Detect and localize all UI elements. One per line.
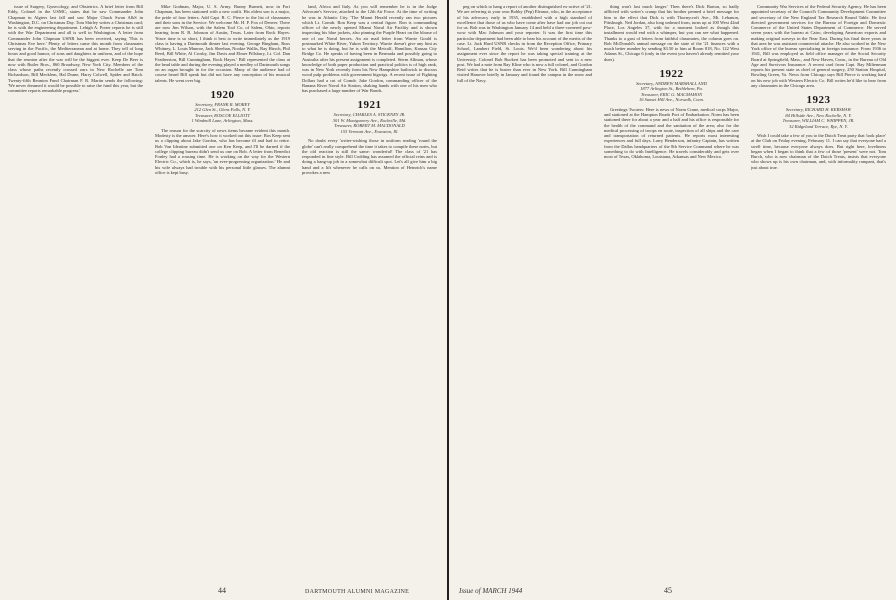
treasurer-line: Treasurer, ROSCOE ELLIOTT [194, 112, 251, 118]
left-column-1 [8, 4, 143, 584]
treasurer-line: Treasurer, ROBERT M. MACDONALD [334, 123, 405, 129]
treasurer-line: Treasurer, WILLIAM C. WHIPPEN, JR. [782, 118, 855, 123]
secretary-line: Secretary, CHARLES A. STICKNEY JR. [333, 112, 406, 118]
column-text: Greetings Twoters: Here is news of Norm Crane, medical corps Major, and stationed at the Hampton Roads Port of Embarkation. Norm has been stationed there for about a year and a half and his office is responsible for the health of the command and the sanitation of the area; also for the medical processing of troops en route, inspection of all ships and the care and transportation of returned patients. He reports most interesting experiences and full days. Larry Henderson, infantry Captain, has written from the Dallas headquarters of the 8th Service Command where he was something to do with Intelligence. He travels considerably and gets over most of Texas, Oklahoma, Louisiana, Arkansas and New Mexico. [604, 106, 739, 159]
secretary-address: 301 W. Montgomery Ave., Rockville, Md. [332, 117, 407, 123]
right-column-1 [457, 4, 592, 584]
secretary-address: 212 Glen St., Glens Falls, N. Y. [194, 107, 251, 113]
left-column-2 [155, 4, 290, 584]
page-number-right: 45 [664, 586, 672, 595]
column-text: issue of Surgery, Gynecology, and Obstetrics. A brief letter from Bill Eddy, Colonel in the USMC, states that he saw Commander John Chapman in Algiers last fall and saw Major Chuck Swan A&S in Washington, D.C. on Christmas Day. Tom Shirley writes a Christmas card; he is with the engineering department. Lehigh A. Porter reports he is still with the War Department and all is well in Washington. A letter from Commander John Chipman USNR has been received, saying 'This is Christmas Eve here.' Plenty of letters came this month from classmates serving in the Pacific, the Mediterranean and at home. They tell of long hours and good humor, of sons and daughters in uniform, and of the hope that the reunion after the war will be the biggest ever. Keep De Beer is now with Butler Bros., 860 Broadway, New York City. Members of the class whose paths recently crossed ours in New Rochelle are Tom Richardson, Bill Mecklem, Hal Drane, Harry Colwell, Spider and Batch. Twenty-fifth Reunion Fund Chairman F. R. Martin sends the following: 'We never dreamed it would be possible to raise the fund this year, but the committee reports remarkable progress.' [8, 4, 143, 93]
right-column-2 [604, 4, 739, 584]
secretary-line: Secretary, RICHARD H. KERSHAW [785, 107, 852, 112]
treasurer-address: 1 Windmill Lane, Arlington, Mass. [191, 118, 254, 124]
right-page [449, 0, 896, 600]
class-heading-1921 [302, 99, 437, 134]
class-year: 1921 [357, 99, 382, 112]
class-year: 1920 [210, 88, 235, 101]
class-heading-1923 [751, 94, 886, 129]
column-text: peg on which to hang a report of another distinguished ex-active of '21. We are referring to your own Bobby (Pep) Eleanor, who, in the acceptance of his advocacy early in 1935, established with a high standard of excellence that those of us who have come after have had our job cut out for us. Bob was in Washington January 14 and held a three-cornered pow-wow with Mac Johnson and your reporter. It was the first time this particular department had been able to hear his account of the merits of the case. Lt. Jack Hurd USNR checks in from the Reception Office, Primary School, Lambert Field, St. Louis. We'd been wondering about his assignment ever since the report he was taking special training at the University. Colonel Bob Ruckert has been promoted and sent to a new post. We had a note from Ray Kline who is now a full colonel, and Gordon Reid writes that he is busier than ever in New York. Bill Cunningham visited Hanover briefly in January and found the campus in the snow and full of the Navy. [457, 4, 592, 83]
treasurer-address: 32 Ridgeland Terrace, Rye, N. Y. [789, 123, 848, 129]
issue-date-footer: Issue of MARCH 1944 [459, 587, 523, 595]
treasurer-line: Treasurer, ERIC G. MACMAHON [640, 91, 703, 97]
secretary-line: Secretary, FRANK R. MOREY [195, 101, 250, 107]
class-year: 1923 [806, 94, 831, 106]
secretary-address: 1877 Arlington St., Bethlehem, Pa. [640, 86, 703, 92]
magazine-title-footer: DARTMOUTH ALUMNI MAGAZINE [305, 589, 410, 595]
column-text: The reason for the scarcity of news items became evident this month. Modesty is the answer. Here's how it worked out this issue: Ros Keep sent us a clipping about Jake Gordon, who has become ill and had to retire. Bob Van Ideutine submitted one on Ken Keep, and I'll be darned if the college clipping bureau didn't send us one on Bob. A letter from Benedict Fonley had a rousing time. He is working on the way for the Western Electric Co., which is, he says, 'an ever-progressing organization.' He and his wife always had trouble with his personal little glasses. The alumni office is kept busy. [155, 127, 290, 175]
column-text: land, Africa and Italy. As you will remember he is in the Judge Advocate's Service, attached to the 12th Air Force. At the time of writing he was in Atlantic City. 'The Miami Herald recently ran two pictures which Lt. Comdr. Ron Keep was a central figure. Ron is commanding officer of the newly opened Miami Naval Air Facility and is shown inspecting his blue jackets, also pinning the Purple Heart on the blouse of one of our Naval heroes. An air mail letter from Warrie Gould is postmarked White River, Yukon Territory. Warrie doesn't give any hint as to what he is doing, but he is with the Metcalf, Hamilton, Kansas City Bridge Co. He speaks of having been in Bermuda and possibly going to Australia after his present assignment is completed. Sterm Allman, whose knowledge of both paper production and practical politics is of high rank, was in New York recently from his New Hampshire bailiwick to discuss wood pulp problems with government bigwigs. A recent issue of Fighting Dollars had a cut of Comdr. Jake Gordon, commanding officer of the Banana River Naval Air Station, shaking hands with one of his men who has purchased a large number of War Bonds. [302, 4, 437, 93]
treasurer-address: 16 Sunset Hill Ave., Norwalk, Conn. [638, 97, 705, 103]
secretary-line: Secretary, ANDREW MARSHALL AND [636, 80, 707, 86]
column-text: No doubt every 'writer-wishing those in uniform reading 'round the globe' can't really comprehend the time it takes to compile these notes, but the old reaction is still the same: wonderful! The class of '21 has responded in fine style. Bill Codding has assumed the official reins and is doing a bang-up job in a somewhat difficult spot. Let's all give him a big hand and a lift whenever he calls on us. Mention of Heinrich's name provokes a new [302, 138, 437, 175]
treasurer-address: 153 Vermont Ave., Evanston, Ill. [340, 128, 399, 134]
column-text: thing won't last much longer.' Then there's Dick Barton, so badly afflicted with writer's cramp that his brother penned a brief message for him to the effect that Dick is with Thornycroft Ave., Mt. Lebanon, Pittsburgh. Ned Jordan, also long unheard from, turns up at 100 West 42nd Place, Los Angeles 37, with for a moment looked as though this installment would end with a whimper, but you can see what happened. Thanks to a gust of letters from faithful classmates, the column goes on. Bob McDonald's annual message on the state of the '21 finances with a much better number by sending $3.50 to him at Room 818, No. 122 West Adams St., Chicago 6 (only in the event you haven't already remitted your dues). [604, 4, 739, 62]
column-text: Wish I could take a few of you to the Dutch Treat party that 'took place' at the Club on Friday evening, February 11. I can say that everyone had a swell time, because everyone always does. But right here, loveliness began when I began to think that a few of those 'present' were not. Tom Burch, who is now chairman of the Dutch Treats, insists that everyone who shows up is his own chairman, and, with informality rampant, that's just about true. [751, 133, 886, 170]
column-text: Community War Services of the Federal Security Agency. He has been appointed secretary of the Council's Community Development Committee and secretary of the New England Tax Research Round Table. He first directed government services for the Bureau of Foreign and Domestic Commerce of the United States Department of Commerce. He served seven years with the bureau at Cairo, developing American exports and making original surveys in the Near East. During his final three years in that area he was assistant commercial attache. He also worked in the New York office of the bureau specializing in foreign insurance. From 1936 to 1941, Bill was employed as field office manager of the Social Security Board at Springfield, Mass., and New Haven, Conn., in the Bureau of Old Age and Survivors Insurance. A recent card from Capt. Ray Miltenman reports his present state as chief of general surgery, 250 Station Hospital, Bowling Green, Va. News from Chicago says Bill Pierce is working hard on his new job with Western Electric Co. Bill writes he'd like to hear from any classmates in the Chicago area. [751, 4, 886, 88]
left-page [0, 0, 447, 600]
secretary-address: 84 Hillside Ave., New Rochelle, N. Y. [785, 112, 852, 118]
page-number-left: 44 [218, 586, 226, 595]
column-text: Mike Godman, Major, U. S. Army. Bunny Burnett, now in Fort Chapman, has been stationed with a new outfit. His oldest son is a major, the pride of four letters. Add Capt. R. C. Pierce to the list of classmates and their sons in the Service. We welcome Mr. H. P. Fox of Denver. There are now Jim Wilson, with the Salem Tool Co. of Salem, Ohio, reports hearing from R. B. Johnson of Austin, Texas. Later from Rock Hayes: 'Since time is so short, I think it best to write immediately as the 1919 class is having a Dartmouth dinner last evening. George Bingham, Russ Whitney, L. Louis Munroe, Jack Sheehan, Nookie Wallis, Ray Hirsch, Phil Reed, Bill White, Al Crosby, Jim Davis and Elmer Pillsbury, Lt. Col. Dan Featherston, Bill Cunningham, Rock Hayes.' Bill represented the class at the head table and during the evening played a medley of Dartmouth songs on an organ brought in for the occasion. Many of the audience had of course heard Bill speak but did not have any conception of his musical talents. He went over big. [155, 4, 290, 83]
class-heading-1920 [155, 89, 290, 124]
left-column-3 [302, 4, 437, 584]
class-year: 1922 [659, 67, 684, 80]
right-column-3 [751, 4, 886, 584]
class-heading-1922 [604, 68, 739, 103]
